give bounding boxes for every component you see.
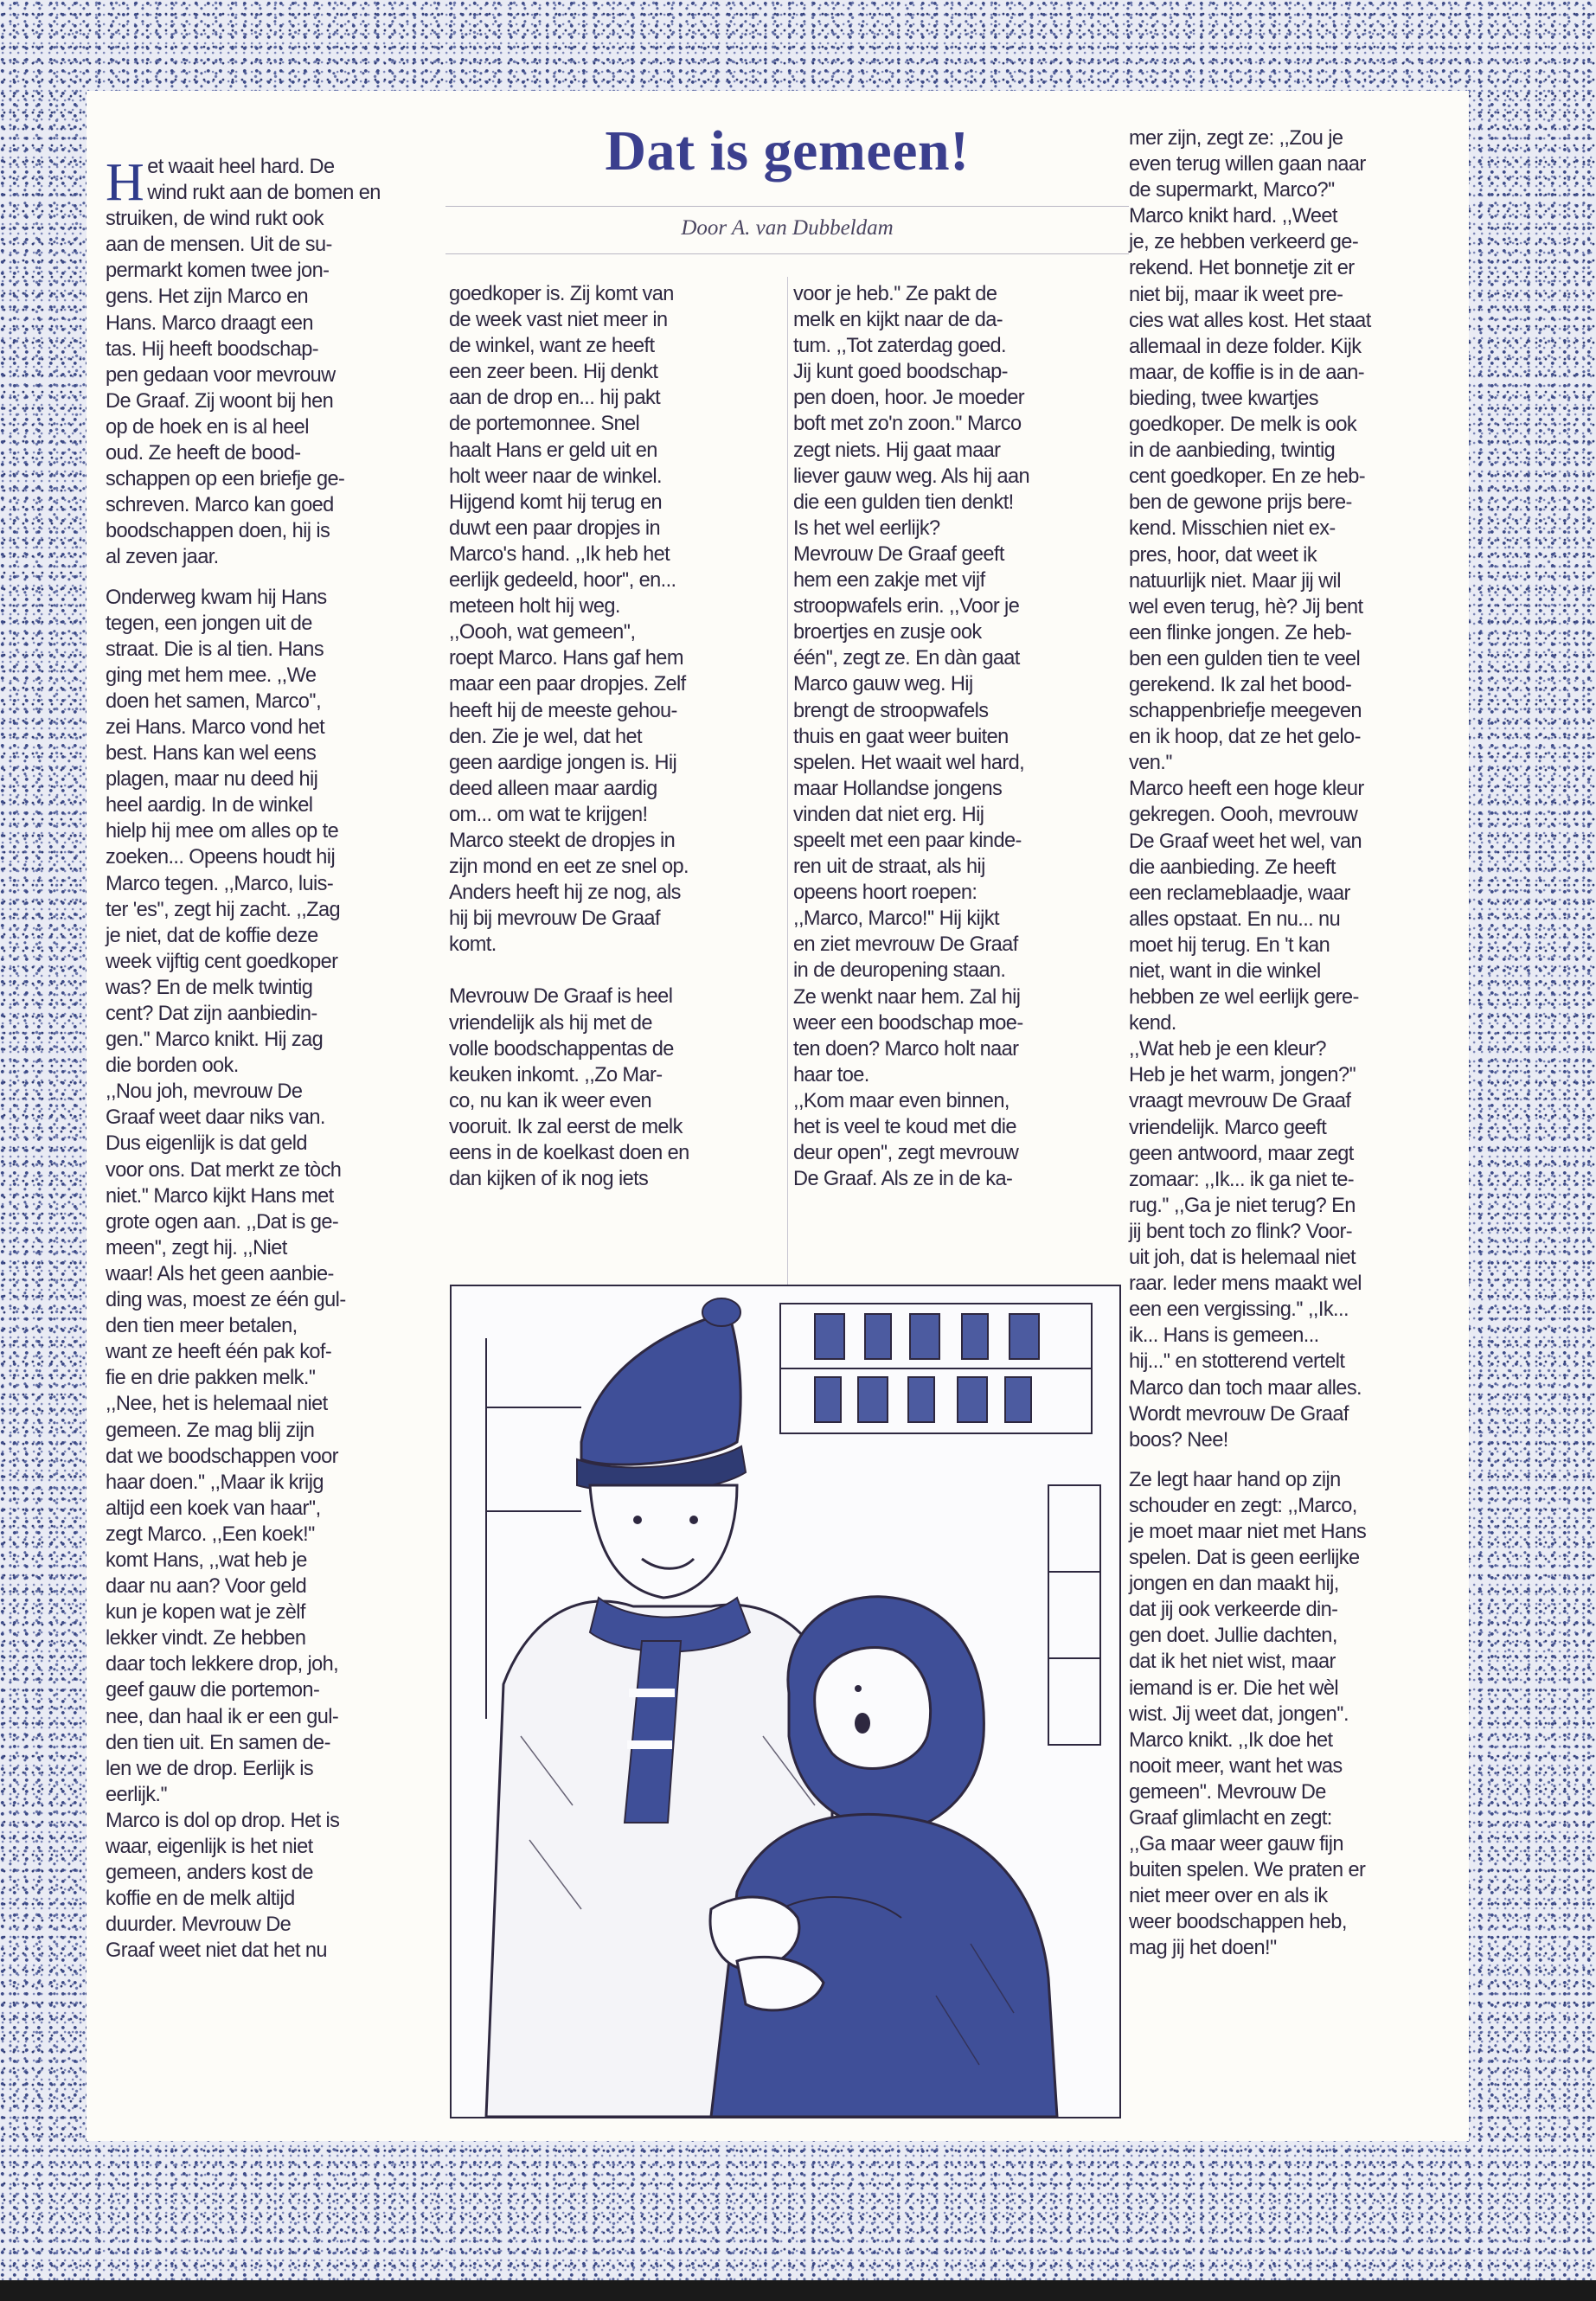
title-rule-top: [445, 206, 1129, 207]
small-boy-face: [815, 1647, 931, 1768]
article-page: [87, 91, 1469, 2141]
title-rule-bottom: [445, 253, 1129, 254]
illustration-two-boys: [450, 1285, 1121, 2118]
article-title: Dat is gemeen!: [605, 119, 970, 183]
tall-boy-hat: [581, 1312, 740, 1465]
scan-edge-band: [0, 2280, 1596, 2301]
column-1-paragraph-1: et waait heel hard. De wind rukt aan de bomen en struiken, de wind rukt ook aan de mensen. Uit de su- permarkt komen twee jon- gens. Het zijn Marco en Hans. Marco draagt een tas. Hij heeft boodschap- pen gedaan voor mevrouw De Graaf. Zij woont bij hen op de hoek en is al heel oud. Ze heeft de bood- schappen op een briefje ge- schreven. Marco kan goed boodschappen doen, hij is al zeven jaar.: [106, 156, 381, 569]
column-4-paragraph-1: mer zijn, zegt ze: ,,Zou je even terug willen gaan naar de supermarkt, Marco?'' Marco knikt hard. ,,Weet je, ze hebben verkeerd ge- rekend. Het bonnetje zit er niet bij, maar ik weet pre- cies wat alles kost. Het staat allemaal in deze folder. Kijk maar, de koffie is in de aan- bieding, twee kwartjes goedkoper. De melk is ook in de aanbieding, twintig cent goedkoper. En ze heb- ben de gewone prijs bere- kend. Misschien niet ex- pres, hoor, dat weet ik natuurlijk niet. Maar jij wil wel even terug, hè? Jij bent een flinke jongen. Ze heb- ben een gulden tien te veel gerekend. Ik zal het bood- schappenbriefje meegeven en ik hoop, dat ze het gelo- ven.'' Marco heeft een hoge kleur gekregen. Oooh, mevrouw De Graaf weet het wel, van die aanbieding. Ze heeft een reclameblaadje, waar alles opstaat. En nu... nu moet hij terug. En 't kan niet, want in die winkel hebben ze wel eerlijk gere- kend. ,,Wat heb je een kleur? Heb je het warm, jongen?'' vraagt mevrouw De Graaf vriendelijk. Marco geeft geen antwoord, maar zegt zomaar: ,,Ik... ik ga niet te- rug.'' ,,Ga je niet terug? En jij bent toch zo flink? Voor- uit joh, dat is helemaal niet raar. Ieder mens maakt wel een een vergissing.'' ,,Ik... ik... Hans is gemeen... hij...'' en stotterend vertelt Marco dan toch maar alles. Wordt mevrouw De Graaf boos? Nee!: [1129, 127, 1371, 1452]
column-3-paragraph-1: voor je heb.'' Ze pakt de melk en kijkt naar de da- tum. ,,Tot zaterdag goed. Jij kunt goed boodschap- pen doen, hoor. Je moeder boft met zo'n zoon.'' Marco zegt niets. Hij gaat maar liever gauw weg. Als hij aan die een gulden tien denkt! Is het wel eerlijk? Mevrouw De Graaf geeft hem een zakje met vijf stroopwafels erin. ,,Voor je broertjes en zusje ook één'', zegt ze. En dàn gaat Marco gauw weg. Hij brengt de stroopwafels thuis en gaat weer buiten spelen. Het waait wel hard, maar Hollandse jongens vinden dat niet erg. Hij speelt met een paar kinde- ren uit de straat, als hij opeens hoort roepen: ,,Marco, Marco!'' Hij kijkt en ziet mevrouw De Graaf in de deuropening staan. Ze wenkt naar hem. Zal hij weer een boodschap moe- ten doen? Marco holt naar haar toe. ,,Kom maar even binnen, het is veel te koud met die deur open'', zegt mevrouw De Graaf. Als ze in de ka-: [793, 283, 1030, 1191]
column-4: [1129, 125, 1453, 1962]
column-2-paragraph-1: goedkoper is. Zij komt van de week vast niet meer in de winkel, want ze heeft een zeer been. Hij denkt aan de drop en... hij pakt de portemonnee. Snel haalt Hans er geld uit en holt weer naar de winkel. Hijgend komt hij terug en duwt een paar dropjes in Marco's hand. ,,Ik heb het eerlijk gedeeld, hoor'', en... meteen holt hij weg. ,,Oooh, wat gemeen'', roept Marco. Hans gaf hem maar een paar dropjes. Zelf heeft hij de meeste gehou- den. Zie je wel, dat het geen aardige jongen is. Hij deed alleen maar aardig om... om wat te krijgen! Marco steekt de dropjes in zijn mond en eet ze snel op. Anders heeft hij ze nog, als hij bij mevrouw De Graaf komt.: [449, 283, 689, 957]
column-2-paragraph-2: Mevrouw De Graaf is heel vriendelijk als hij met de volle boodschappentas de keuken inkomt. ,,Zo Mar- co, nu kan ik weer even vooruit. Ik zal eerst de melk eens in de koelkast doen en dan kijken of ik nog iets: [449, 985, 689, 1191]
column-1: [106, 154, 427, 1964]
drop-cap: H: [106, 153, 144, 212]
column-1-paragraph-2: Onderweg kwam hij Hans tegen, een jongen uit de straat. Die is al tien. Hans ging met hem mee. ,,We doen het samen, Marco'', zei Hans. Marco vond het best. Hans kan wel eens plagen, maar nu deed hij heel aardig. In de winkel hielp hij mee om alles op te zoeken... Opeens houdt hij Marco tegen. ,,Marco, luis- ter 'es'', zegt hij zacht. ,,Zag je niet, dat de koffie deze week vijftig cent goedkoper was? En de melk twintig cent? Dat zijn aanbiedin- gen.'' Marco knikt. Hij zag die borden ook. ,,Nou joh, mevrouw De Graaf weet daar niks van. Dus eigenlijk is dat geld voor ons. Dat merkt ze tòch niet.'' Marco kijkt Hans met grote ogen aan. ,,Dat is ge- meen'', zegt hij. ,,Niet waar! Als het geen aanbie- ding was, moest ze één gul- den tien meer betalen, want ze heeft één pak kof- fie en drie pakken melk.'' ,,Nee, het is helemaal niet gemeen. Ze mag blij zijn dat we boodschappen voor haar doen.'' ,,Maar ik krijg altijd een koek van haar'', zegt Marco. ,,Een koek!'' komt Hans, ,,wat heb je daar nu aan? Voor geld kun je kopen wat je zèlf lekker vindt. Ze hebben daar toch lekkere drop, joh, geef gauw die portemon- nee, dan haal ik er een gul- den tien uit. En samen de- len we de drop. Eerlijk is eerlijk.'' Marco is dol op drop. Het is waar, eigenlijk is het niet gemeen, anders kost de koffie en de melk altijd duurder. Mevrouw De Graaf weet niet dat het nu: [106, 586, 346, 1963]
column-4-paragraph-2: Ze legt haar hand op zijn schouder en zegt: ,,Marco, je moet maar niet met Hans spelen. Dat is geen eerlijke jongen en dan maakt hij, dat jij ook verkeerde din- gen doet. Jullie dachten, dat ik het niet wist, maar iemand is er. Die het wèl wist. Jij weet dat, jongen''. Marco knikt. ,,Ik doe het nooit meer, want het was gemeen''. Mevrouw De Graaf glimlacht en zegt: ,,Ga maar weer gauw fijn buiten spelen. We praten er niet meer over en als ik weer boodschappen heb, mag jij het doen!'': [1129, 1468, 1367, 1960]
column-3: [793, 281, 1122, 1192]
byline: Door A. van Dubbeldam: [681, 216, 894, 240]
tall-boy-face: [590, 1485, 737, 1598]
column-divider: [787, 277, 788, 1349]
column-2: [449, 281, 778, 1192]
